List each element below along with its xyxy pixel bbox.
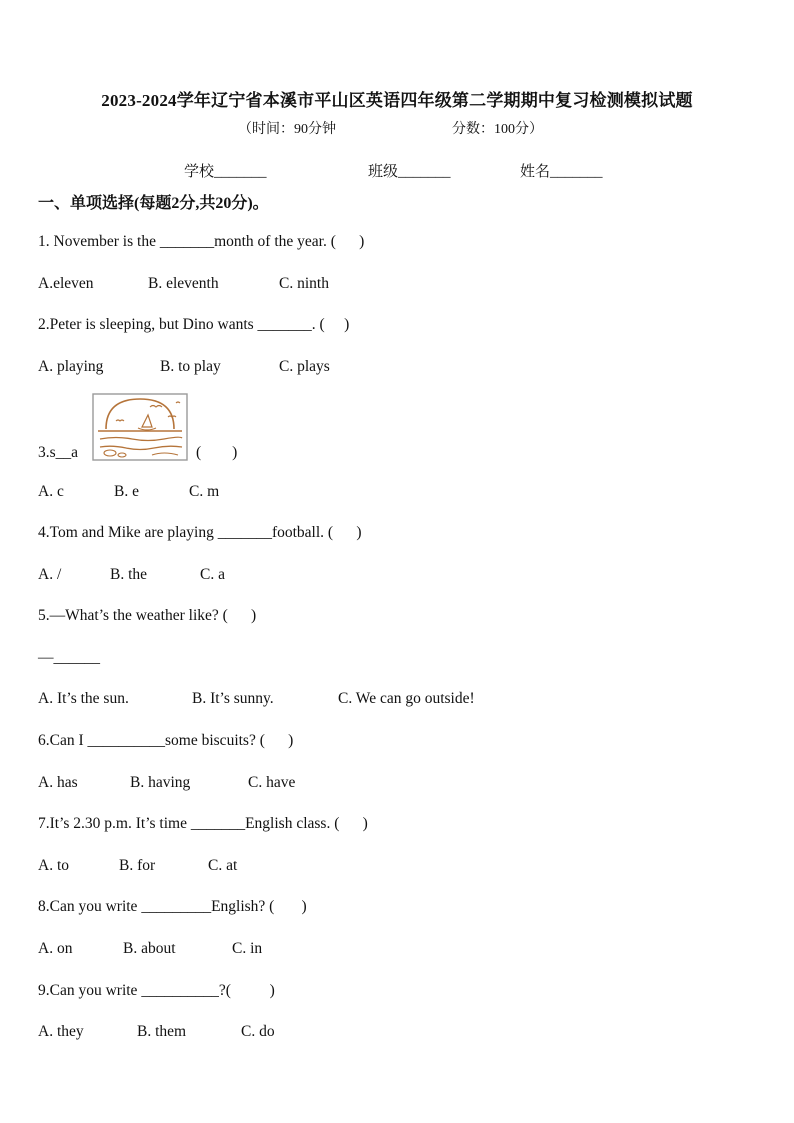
sea-sunset-image [92,393,188,461]
question-5-answer-line: —______ [38,649,100,666]
q1-option-c: C. ninth [279,275,329,292]
exam-score: 分数：100分） [452,122,543,137]
question-5: 5.—What’s the weather like? ( ) [38,607,257,624]
q6-option-b: B. having [130,774,191,791]
q5-option-b: B. It’s sunny. [192,690,274,707]
q8-option-a: A. on [38,940,73,957]
q1-option-b: B. eleventh [148,275,219,292]
q9-option-a: A. they [38,1023,84,1040]
question-7: 7.It’s 2.30 p.m. It’s time _______English class. ( ) [38,815,368,832]
q4-option-b: B. the [110,566,148,583]
section-heading: 一、单项选择(每题2分,共20分)。 [38,195,269,212]
q5-option-c: C. We can go outside! [338,690,475,707]
question-8: 8.Can you write _________English? ( ) [38,898,307,915]
class-field: 班级_______ [368,164,451,180]
school-field: 学校_______ [184,164,267,180]
question-3-paren: ( ) [196,444,238,461]
q1-option-a: A.eleven [38,275,94,292]
question-3-prefix: 3.s__a [38,444,79,461]
q3-option-b: B. e [114,483,139,500]
q9-option-b: B. them [137,1023,187,1040]
question-6: 6.Can I __________some biscuits? ( ) [38,732,294,749]
q2-option-a: A. playing [38,358,104,375]
question-1: 1. November is the _______month of the year. ( ) [38,233,365,250]
q4-option-a: A. / [38,566,62,583]
q3-option-c: C. m [189,483,220,500]
q6-option-a: A. has [38,774,78,791]
q2-option-b: B. to play [160,358,221,375]
exam-title: 2023-2024学年辽宁省本溪市平山区英语四年级第二学期期中复习检测模拟试题 [101,91,693,110]
q7-option-a: A. to [38,857,69,874]
q6-option-c: C. have [248,774,296,791]
q8-option-b: B. about [123,940,176,957]
q7-option-c: C. at [208,857,238,874]
q4-option-c: C. a [200,566,225,583]
q9-option-c: C. do [241,1023,275,1040]
q2-option-c: C. plays [279,358,330,375]
q8-option-c: C. in [232,940,263,957]
name-field: 姓名_______ [520,164,603,180]
q7-option-b: B. for [119,857,156,874]
question-4: 4.Tom and Mike are playing _______football. ( ) [38,524,362,541]
question-2: 2.Peter is sleeping, but Dino wants _______. ( ) [38,316,350,333]
q3-option-a: A. c [38,483,64,500]
exam-time: （时间：90分钟 [238,122,336,137]
question-9: 9.Can you write __________?( ) [38,982,275,999]
q5-option-a: A. It’s the sun. [38,690,129,707]
